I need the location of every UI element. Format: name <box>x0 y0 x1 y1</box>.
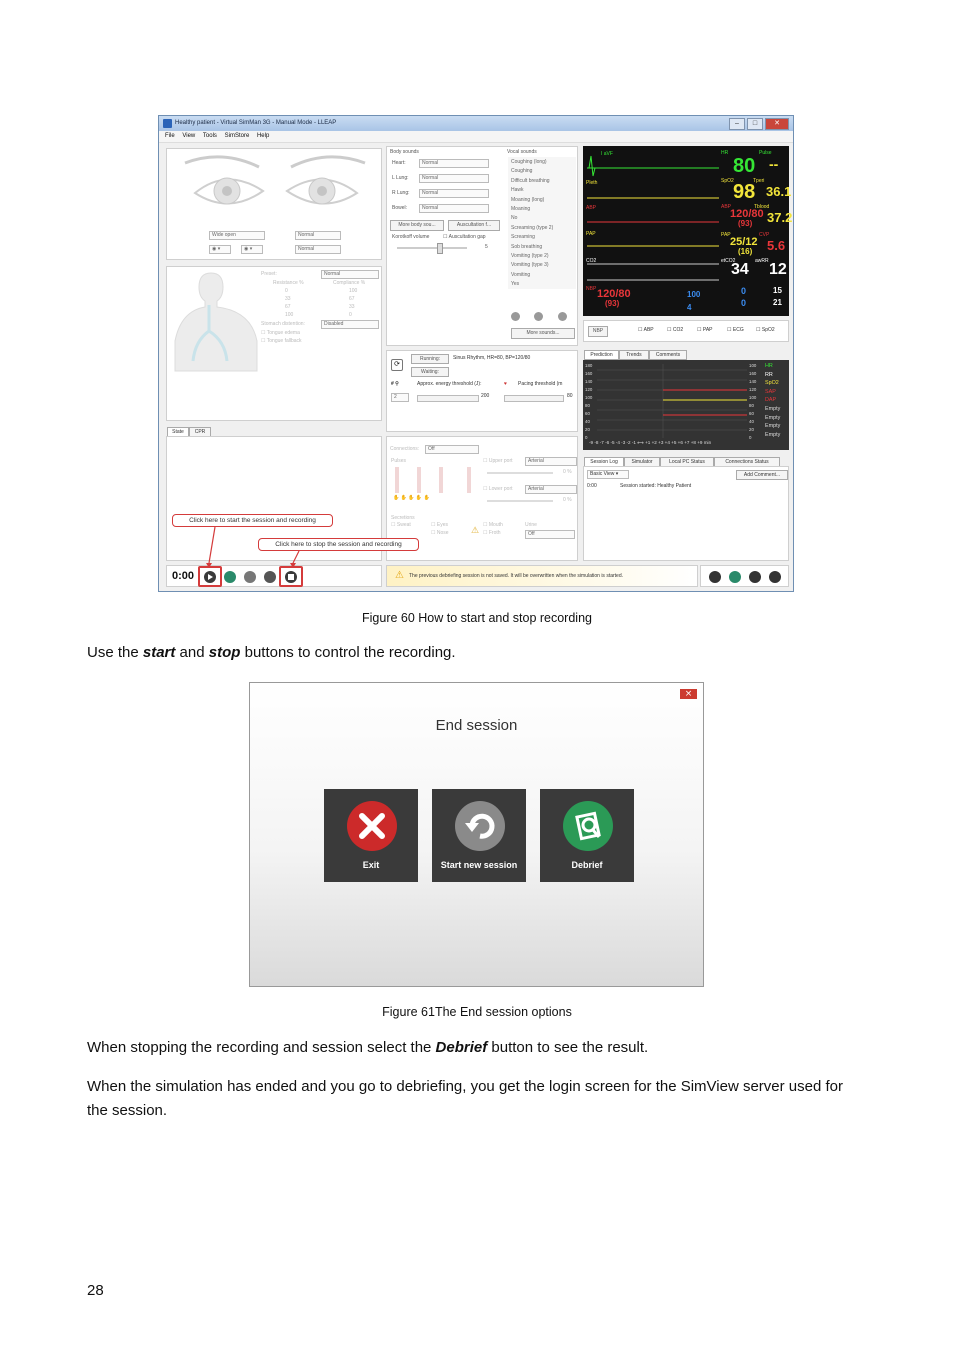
vocal-item[interactable]: Coughing (long) <box>511 159 547 165</box>
warning-icon: ⚠ <box>395 570 404 581</box>
eyelid-select[interactable]: Wide open <box>209 231 265 240</box>
paragraph-start-stop <box>87 641 867 665</box>
legend-dap: DAP <box>765 397 777 404</box>
hr-value: 80 <box>733 155 756 177</box>
froth-checkbox[interactable]: ☐ Froth <box>483 530 501 536</box>
ino2-value: 21 <box>773 298 782 307</box>
sweat-label: Sweat <box>396 522 411 528</box>
option-tongue-fallback-label: Tongue fallback <box>266 338 302 344</box>
r-lung-label: R Lung: <box>392 190 410 196</box>
para1-e: buttons to control the recording. <box>240 644 456 661</box>
y-tick: 20 <box>585 427 590 432</box>
figure-60-caption: Figure 60 How to start and stop recording <box>362 611 592 625</box>
y-tick: 120 <box>585 387 593 392</box>
body-sounds-title: Body sounds <box>390 149 419 155</box>
tab-simulator[interactable]: Simulator <box>624 457 660 467</box>
upper-port-value: 0 % <box>563 469 572 475</box>
page-number: 28 <box>87 1282 104 1299</box>
window-title: Healthy patient - Virtual SimMan 3G - Manual Mode - LLEAP <box>175 120 337 126</box>
warning-icon: ⚠ <box>471 525 480 535</box>
close-icon[interactable]: × <box>680 689 697 699</box>
para1-stop: stop <box>208 644 241 661</box>
bowel-label: Bowel: <box>392 205 408 211</box>
legend-sap: SAP <box>765 388 776 395</box>
pulses-label: Pulses <box>391 458 407 464</box>
tblood-value: 37.2 <box>767 210 793 225</box>
vocal-item[interactable]: Moaning <box>511 206 531 213</box>
y-tick-right: 60 <box>749 411 754 416</box>
waiting-label: Waiting: <box>411 367 449 377</box>
spo2-checkbox-label: SpO2 <box>761 327 775 333</box>
cvp-value: 5.6 <box>767 238 786 253</box>
debrief-button[interactable] <box>540 789 634 882</box>
eyes-label: Eyes <box>436 522 448 528</box>
abp-value: 120/80 <box>730 208 764 220</box>
hr-label: HR <box>721 150 729 156</box>
trace-label-ecg: I aVF <box>601 151 613 157</box>
pulse-label: Pulse <box>759 150 772 156</box>
preset-select[interactable]: Normal <box>321 270 379 279</box>
etgas-value: 15 <box>773 286 782 295</box>
abp-checkbox[interactable]: ☐ ABP <box>638 327 654 333</box>
y-tick-right: 140 <box>749 379 757 384</box>
resistance-label: Resistance % <box>273 280 304 286</box>
compliance-33: 33 <box>349 304 355 310</box>
preset-label: Preset: <box>261 271 277 277</box>
window-close-button[interactable]: ✕ <box>765 118 789 130</box>
para2-debrief: Debrief <box>435 1039 488 1056</box>
spo2-checkbox[interactable]: ☐ SpO2 <box>756 327 775 333</box>
compliance-100: 100 <box>349 288 358 294</box>
y-tick: 60 <box>585 411 590 416</box>
korotkoff-value: 5 <box>485 244 488 250</box>
y-tick-right: 20 <box>749 427 754 432</box>
spo2-value: 98 <box>733 181 756 203</box>
para2-c: button to see the result. <box>487 1039 649 1056</box>
legend-rr: RR <box>765 371 773 378</box>
vocal-item[interactable]: Vomiting <box>511 271 531 278</box>
exit-button[interactable] <box>324 789 418 882</box>
co2-checkbox[interactable]: ☐ CO2 <box>667 327 684 333</box>
resistance-100: 100 <box>285 312 294 318</box>
upper-port-select[interactable]: Arterial <box>525 457 577 466</box>
pap-checkbox[interactable]: ☐ PAP <box>697 327 713 333</box>
trace-label-pleth: Pleth <box>586 180 598 186</box>
upper-port-checkbox[interactable]: ☐ Upper port <box>483 458 513 464</box>
shock-count-stepper[interactable]: 2 <box>391 393 409 402</box>
tab-local-pc-status[interactable]: Local PC Status <box>660 457 714 467</box>
eye-toggle-left[interactable]: ◉ ▾ <box>209 245 231 254</box>
tof-pct-value: 100 <box>687 290 701 299</box>
vocal-item[interactable]: Coughing <box>511 168 533 175</box>
figure-61-caption: Figure 61The End session options <box>382 1005 572 1019</box>
log-entry-text: Session started: Healthy Patient <box>620 483 692 489</box>
abp-label: ABP <box>721 204 732 210</box>
para1-start: start <box>142 644 176 661</box>
stomach-label: Stomach distention: <box>261 321 305 327</box>
trace-label-pap: PAP <box>586 231 596 237</box>
heart-icon: ♥ <box>504 381 507 387</box>
y-tick-right: 100 <box>749 395 757 400</box>
y-tick: 160 <box>585 371 593 376</box>
connections-select[interactable]: Off <box>425 445 479 454</box>
etco2-value: 34 <box>731 261 749 278</box>
awrr-label: awRR <box>755 258 769 264</box>
l-lung-label: L Lung: <box>392 175 409 181</box>
menu-file[interactable]: File <box>165 133 175 139</box>
para2-a: When stopping the recording and session select the <box>87 1039 436 1056</box>
refresh-icon[interactable]: ⟳ <box>391 359 403 371</box>
session-timer: 0:00 <box>172 570 195 582</box>
end-session-dialog <box>249 682 704 987</box>
froth-label: Froth <box>488 530 501 536</box>
restart-icon <box>455 801 505 851</box>
pap-value: 25/12 <box>730 236 758 248</box>
legend-empty: Empty <box>765 405 781 412</box>
ecg-checkbox-label: ECG <box>732 327 744 333</box>
para1-a: Use the <box>87 644 143 661</box>
y-tick-right: 160 <box>749 371 757 376</box>
etco2-label: etCO2 <box>721 258 736 264</box>
y-tick: 140 <box>585 379 593 384</box>
option-tongue-edema-label: Tongue edema <box>266 330 300 336</box>
y-tick: 80 <box>585 403 590 408</box>
para1-c: and <box>175 644 209 661</box>
start-new-session-button[interactable] <box>432 789 526 882</box>
upper-port-label: Upper port <box>488 458 513 464</box>
stomach-select[interactable]: Disabled <box>321 320 379 329</box>
eyes-checkbox[interactable]: ☐ Eyes <box>431 522 448 528</box>
r-lung-select[interactable]: Normal <box>419 189 489 198</box>
tab-session-log[interactable]: Session Log <box>584 457 624 467</box>
energy-value: 200 <box>481 393 490 399</box>
y-tick-right: 100 <box>749 363 757 368</box>
minimize-button[interactable]: – <box>729 118 745 130</box>
y-tick-right: 0 <box>749 435 752 440</box>
running-rhythm: Sinus Rhythm, HR=80, BP=120/80 <box>453 355 531 361</box>
menu-help[interactable]: Help <box>256 133 270 139</box>
mouth-label: Mouth <box>488 522 503 528</box>
abp-mean: (93) <box>738 219 753 228</box>
more-sounds-button[interactable]: More sounds... <box>511 328 575 339</box>
resistance-33: 33 <box>285 296 291 302</box>
lower-port-value: 0 % <box>563 497 572 503</box>
spo2-label: SpO2 <box>721 178 734 184</box>
nose-checkbox[interactable]: ☐ Nose <box>431 530 449 536</box>
mac-value-2: 0 <box>741 298 747 308</box>
callout-start: Click here to start the session and recording <box>172 514 333 527</box>
cvp-label: CVP <box>759 232 770 238</box>
connections-label: Connections: <box>390 446 420 452</box>
pupil-select[interactable]: Normal <box>295 231 341 240</box>
y-tick-right: 120 <box>749 387 757 392</box>
shock-count-icon: # ⚲ <box>391 381 399 387</box>
prediction-x-axis: -9 -8 -7 -6 -5 -4 -3 -2 -1 ⟷ +1 +2 +3 +4 +5 +6 +7 +8 +9 min <box>589 440 712 445</box>
nbp-button[interactable]: NBP <box>588 326 608 337</box>
debrief-label: Debrief <box>571 860 603 870</box>
trace-label-abp: ABP <box>586 205 597 211</box>
urine-label: Urine <box>525 522 537 528</box>
co2-checkbox-label: CO2 <box>672 327 684 333</box>
tblood-label: Tblood <box>754 204 770 210</box>
simman-screenshot <box>158 115 794 592</box>
nbp-value: 120/80 <box>597 288 631 300</box>
lower-port-select[interactable]: Arterial <box>525 485 577 494</box>
legend-empty: Empty <box>765 414 781 421</box>
mouth-checkbox[interactable]: ☐ Mouth <box>483 522 503 528</box>
option-tongue-edema[interactable]: ☐ Tongue edema <box>261 330 300 336</box>
y-tick: 180 <box>585 363 593 368</box>
menu-simstore[interactable]: SimStore <box>224 133 250 139</box>
running-label: Running: <box>411 354 449 364</box>
auscultation-button[interactable]: Auscultation f... <box>448 220 500 231</box>
menu-tools[interactable]: Tools <box>202 133 217 139</box>
y-tick-right: 40 <box>749 419 754 424</box>
tab-comments[interactable]: Comments <box>649 350 687 360</box>
tperi-value: 36.1 <box>766 184 792 199</box>
auscultation-gap-label: Auscultation gap <box>448 234 486 240</box>
pap-checkbox-label: PAP <box>702 327 713 333</box>
tperi-label: Tperi <box>753 178 765 184</box>
nbp-mean: (93) <box>605 299 620 308</box>
legend-empty: Empty <box>765 423 781 430</box>
add-comment-button[interactable]: Add Comment... <box>736 470 788 480</box>
vocal-item[interactable]: Screaming (type 2) <box>511 224 554 231</box>
compliance-67: 67 <box>349 296 355 302</box>
dialog-title: End session <box>435 717 518 734</box>
nbp-label: NBP <box>586 286 597 292</box>
option-tongue-fallback[interactable]: ☐ Tongue fallback <box>261 338 302 344</box>
tab-cpr[interactable]: CPR <box>189 427 211 437</box>
vocal-item[interactable]: Difficult breathing <box>511 177 550 184</box>
mac-value: 0 <box>741 286 747 296</box>
pulse-value: -- <box>769 156 779 172</box>
pap-mean: (16) <box>738 247 753 256</box>
callout-stop: Click here to stop the session and recording <box>258 538 419 551</box>
compliance-label: Compliance % <box>333 280 366 286</box>
pacing-label: Pacing threshold (m <box>518 381 563 387</box>
warning-message: The previous debriefing session is not saved. It will be overwritten when the simulation is started. <box>409 573 623 579</box>
legend-empty: Empty <box>765 431 781 438</box>
callout-arrows <box>159 116 795 593</box>
pacing-value: 80 <box>567 393 573 399</box>
vocal-item[interactable]: Yes <box>511 281 520 288</box>
vocal-item[interactable]: Screaming <box>511 234 535 241</box>
paragraph-debrief <box>87 1036 867 1060</box>
pupil-select-2[interactable]: Normal <box>295 245 341 254</box>
abp-checkbox-label: ABP <box>643 327 654 333</box>
pulse-site-icons: ✋ ✋ ✋ ✋ ✋ <box>393 495 430 501</box>
vocal-item[interactable]: No <box>511 215 518 222</box>
heart-label: Heart: <box>392 160 406 166</box>
y-tick: 0 <box>585 435 588 440</box>
log-entry-time: 0:00 <box>587 483 597 489</box>
tab-connections-status[interactable]: Connections Status <box>714 457 780 467</box>
y-tick-right: 80 <box>749 403 754 408</box>
paragraph-login: When the simulation has ended and you go to debriefing, you get the login screen for the SimView server used for the session. <box>87 1078 844 1119</box>
tab-trends[interactable]: Trends <box>619 350 649 360</box>
resistance-0: 0 <box>285 288 288 294</box>
auscultation-gap-checkbox[interactable]: ☐ Auscultation gap <box>443 234 486 240</box>
y-tick: 100 <box>585 395 593 400</box>
eye-toggle-right[interactable]: ◉ ▾ <box>241 245 263 254</box>
awrr-value: 12 <box>769 261 787 278</box>
energy-label: Approx. energy threshold (J): <box>417 381 482 387</box>
nose-label: Nose <box>436 530 449 536</box>
menu-view[interactable]: View <box>182 133 196 139</box>
tab-prediction[interactable]: Prediction <box>584 350 619 360</box>
view-select[interactable]: Basic View ▾ <box>587 470 629 479</box>
resistance-67: 67 <box>285 304 291 310</box>
vocal-item[interactable]: Vomiting (type 3) <box>511 262 549 269</box>
tab-state[interactable]: State <box>167 427 189 437</box>
l-lung-select[interactable]: Normal <box>419 174 489 183</box>
korotkoff-label: Korotkoff volume <box>392 234 430 240</box>
x-icon <box>347 801 397 851</box>
lower-port-label: Lower port <box>488 486 513 492</box>
legend-hr: HR <box>765 363 773 369</box>
maximize-button[interactable]: □ <box>747 118 763 130</box>
vocal-item[interactable]: Sob breathing <box>511 243 543 250</box>
heart-select[interactable]: Normal <box>419 159 489 168</box>
urine-select[interactable]: Off <box>525 530 575 539</box>
ecg-checkbox[interactable]: ☐ ECG <box>727 327 744 333</box>
debrief-icon <box>563 801 613 851</box>
pap-label: PAP <box>721 232 731 238</box>
bowel-select[interactable]: Normal <box>419 204 489 213</box>
compliance-0: 0 <box>349 312 352 318</box>
more-body-sounds-button[interactable]: More body sou... <box>390 220 444 231</box>
vocal-sounds-title: Vocal sounds <box>507 149 537 155</box>
vocal-item[interactable]: Moaning (long) <box>511 196 545 203</box>
y-tick: 40 <box>585 419 590 424</box>
secretions-label: Secretions <box>391 515 415 521</box>
start-new-session-label: Start new session <box>440 860 518 870</box>
view-select-label: Basic View <box>590 471 615 477</box>
lower-port-checkbox[interactable]: ☐ Lower port <box>483 486 513 492</box>
sweat-checkbox[interactable]: ☐ Sweat <box>391 522 411 528</box>
tof-value: 4 <box>687 303 692 312</box>
legend-spo2: SpO2 <box>765 380 779 387</box>
vocal-item[interactable]: Vomiting (type 2) <box>511 253 549 260</box>
exit-label: Exit <box>362 860 380 870</box>
trace-label-co2: CO2 <box>586 258 597 264</box>
vocal-item[interactable]: Hawk <box>511 187 524 194</box>
